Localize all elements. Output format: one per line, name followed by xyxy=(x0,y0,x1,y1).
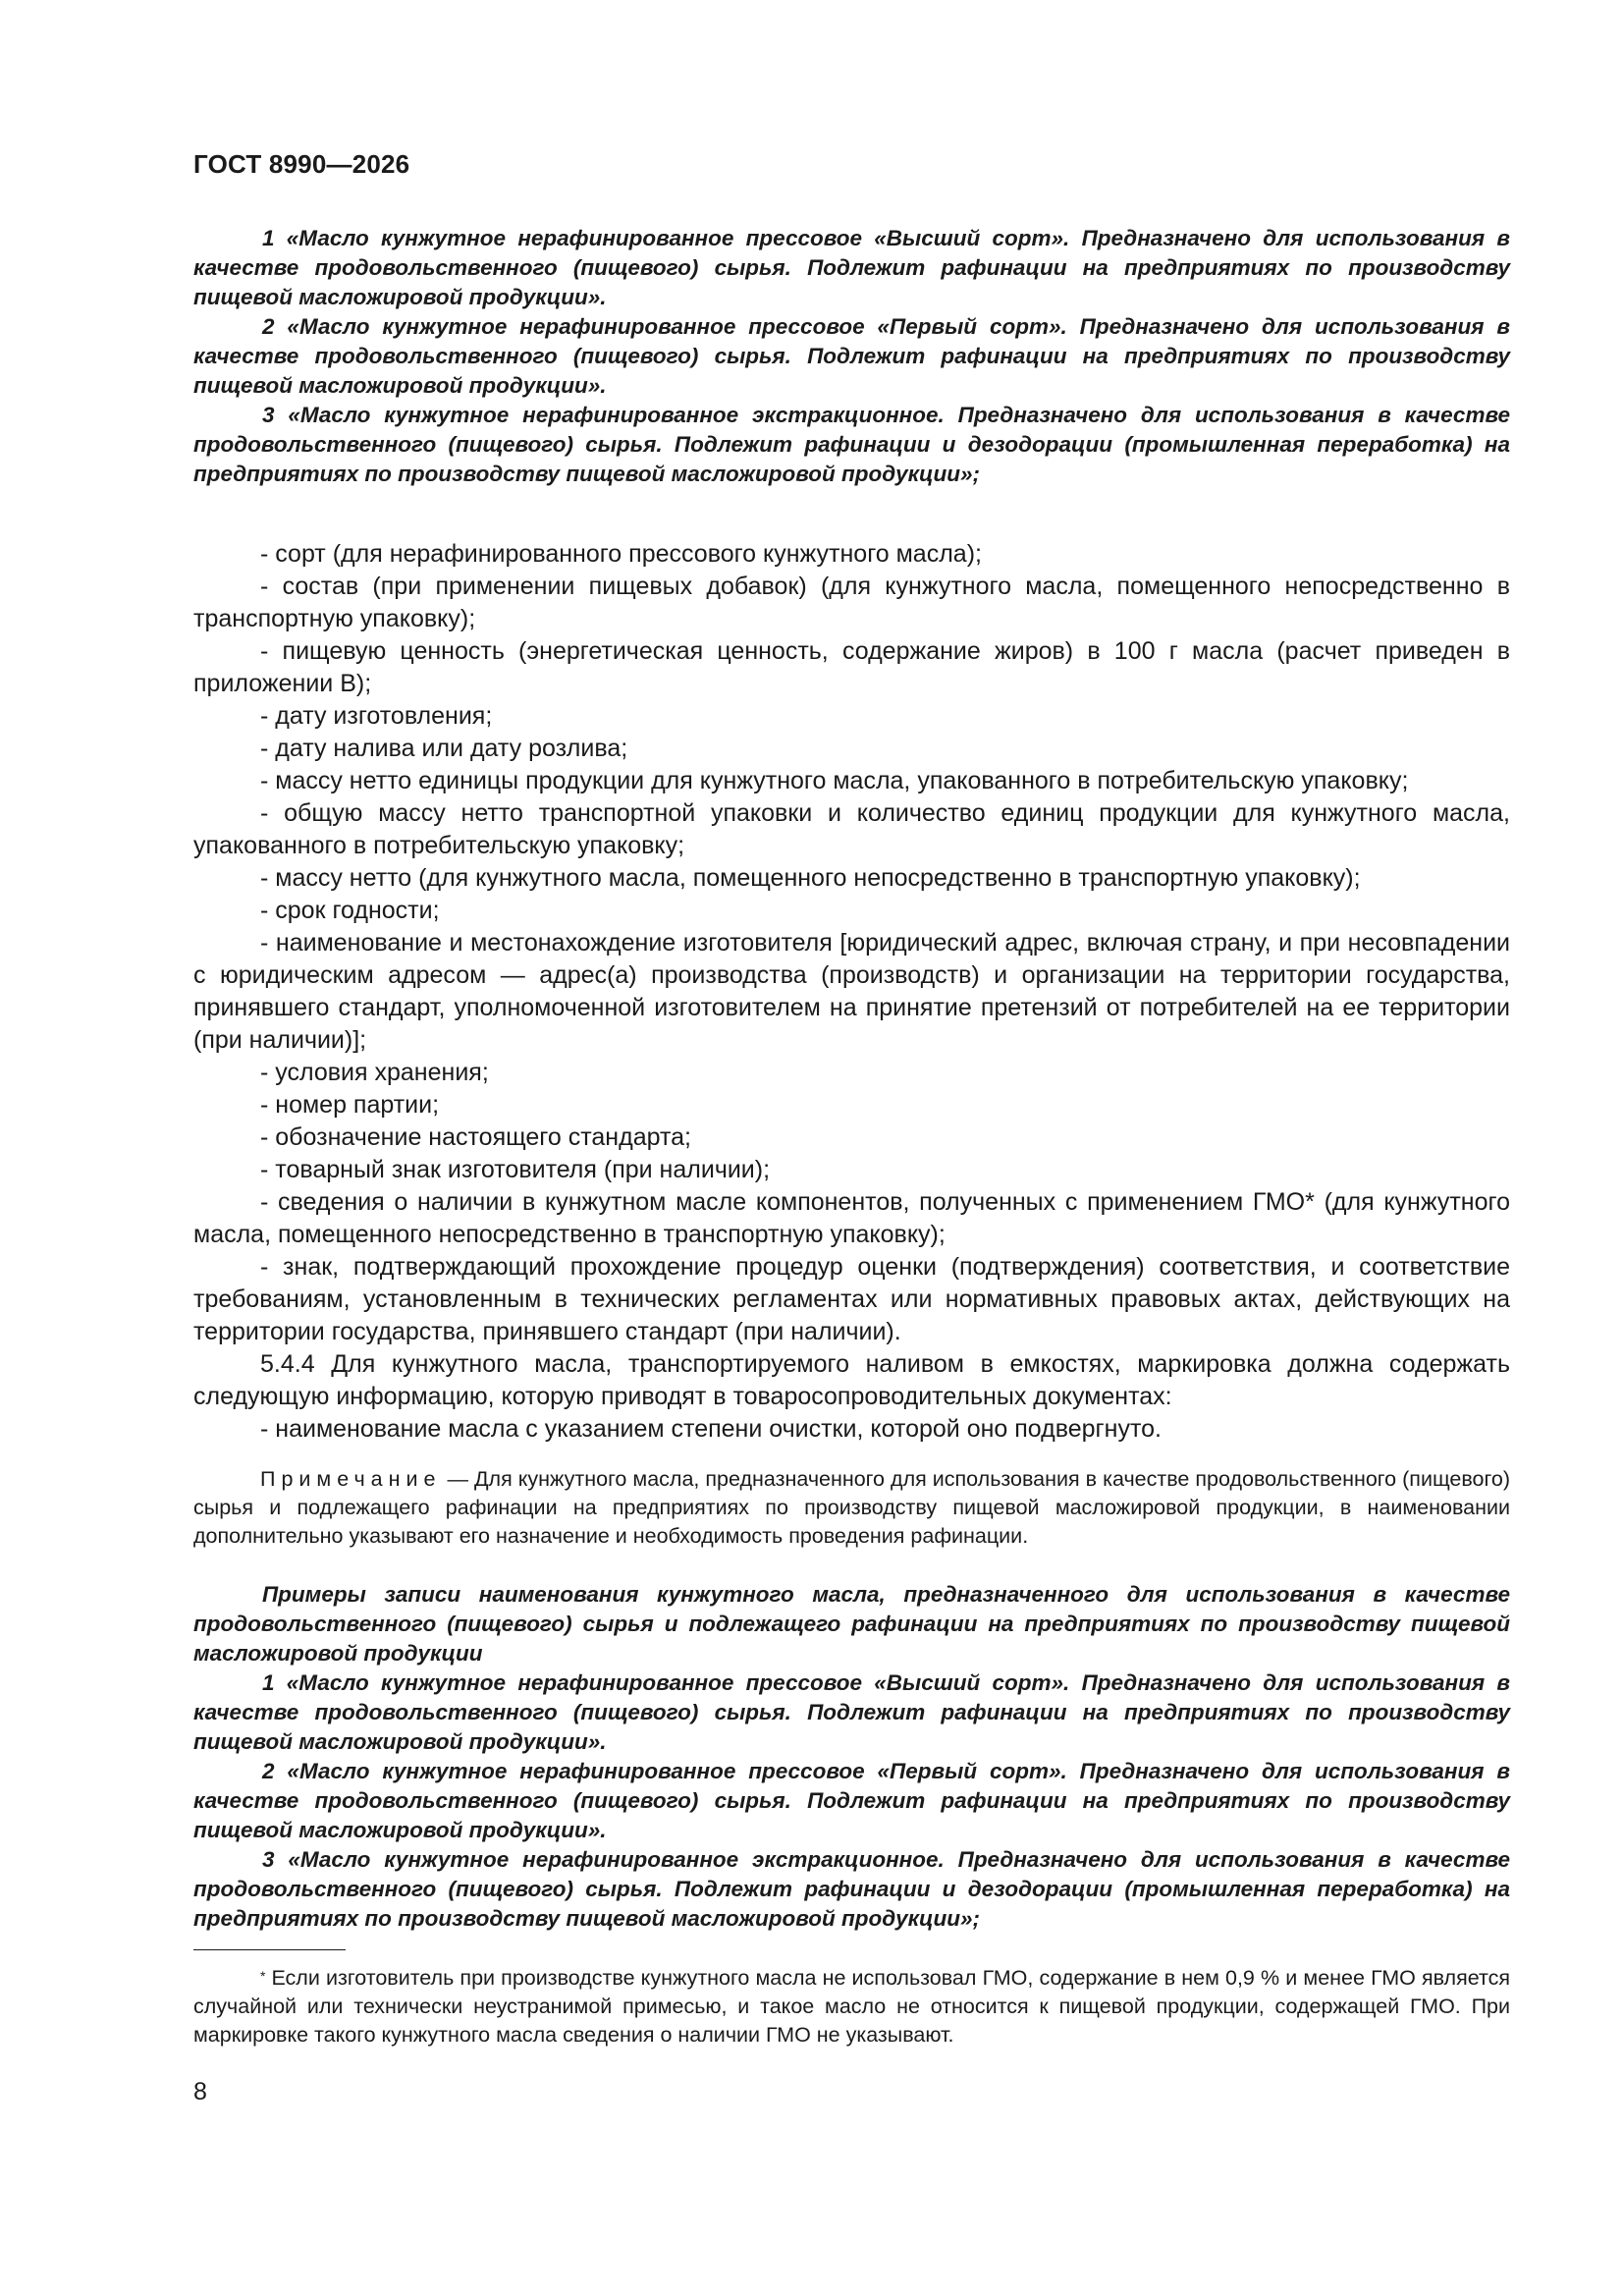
list-item: - дату налива или дату розлива; xyxy=(260,735,628,762)
page-content xyxy=(193,224,1510,1934)
list-item: - дату изготовления; xyxy=(260,702,493,730)
examples-top xyxy=(193,224,1510,489)
clause-5-4-4: 5.4.4 Для кунжутного масла, транспортируемого наливом в емкостях, маркировка должна содержать следующую информацию, которую приводят в товаросопроводительных документах: xyxy=(193,1350,1510,1410)
list-item: - массу нетто единицы продукции для кунжутного масла, упакованного в потребительскую упаковку; xyxy=(260,767,1409,794)
list-item: - обозначение настоящего стандарта; xyxy=(260,1123,691,1151)
list-item: - срок годности; xyxy=(260,897,440,924)
note-paragraph xyxy=(193,1465,1510,1551)
examples-bottom xyxy=(193,1580,1510,1934)
list-item: - пищевую ценность (энергетическая ценность, содержание жиров) в 100 г масла (расчет приведен в приложении В); xyxy=(193,637,1510,697)
marking-list xyxy=(193,538,1510,1446)
example-paragraph: 2 «Масло кунжутное нерафинированное прессовое «Первый сорт». Предназначено для использования в качестве продовольственного (пищевого) сырья. Подлежит рафинации на предприятиях по производству пищевой масложировой продукции». xyxy=(193,1759,1510,1842)
document-header: ГОСТ 8990—2026 xyxy=(193,149,410,179)
example-paragraph: 3 «Масло кунжутное нерафинированное экстракционное. Предназначено для использования в качестве продовольственного (пищевого) сырья. Подлежит рафинации и дезодорации (промышленная переработка) на предприятиях по производству пищевой масложировой продукции»; xyxy=(193,1847,1510,1931)
example-paragraph: 1 «Масло кунжутное нерафинированное прессовое «Высший сорт». Предназначено для использования в качестве продовольственного (пищевого) сырья. Подлежит рафинации на предприятиях по производству пищевой масложировой продукции». xyxy=(193,1670,1510,1754)
footnote xyxy=(193,1964,1510,2050)
list-item: - сорт (для нерафинированного прессового кунжутного масла); xyxy=(260,540,982,568)
note-text: — Для кунжутного масла, предназначенного для использования в качестве продовольственного (пищевого) сырья и подлежащего рафинации на предприятиях по производству пищевой масложировой продукции, в наименовании дополнительно указывают его назначение и необходимость проведения рафинации. xyxy=(193,1467,1510,1548)
page-number: 8 xyxy=(193,2078,207,2105)
list-item: - массу нетто (для кунжутного масла, помещенного непосредственно в транспортную упаковку); xyxy=(260,864,1361,892)
list-item: - товарный знак изготовителя (при наличии); xyxy=(260,1156,771,1183)
footnote-divider xyxy=(193,1949,346,1950)
list-item: - общую массу нетто транспортной упаковки и количество единиц продукции для кунжутного масла, упакованного в потребительскую упаковку; xyxy=(193,799,1510,859)
footnote-text: Если изготовитель при производстве кунжутного масла не использовал ГМО, содержание в нем 0,9 % и менее ГМО является случайной или технически неустранимой примесью, и такое масло не относится к пищевой продукции, содержащей ГМО. При маркировке такого кунжутного масла сведения о наличии ГМО не указывают. xyxy=(193,1966,1510,2047)
list-item: - наименование и местонахождение изготовителя [юридический адрес, включая страну, и при несовпадении с юридическим адресом — адрес(а) производства (производств) и организации на территории государства, принявшего стандарт, уполномоченной изготовителем на принятие претензий от потребителей на ее территории (при наличии)]; xyxy=(193,929,1510,1054)
example-paragraph: 1 «Масло кунжутное нерафинированное прессовое «Высший сорт». Предназначено для использования в качестве продовольственного (пищевого) сырья. Подлежит рафинации на предприятиях по производству пищевой масложировой продукции». xyxy=(193,226,1510,309)
list-item: - номер партии; xyxy=(260,1091,440,1119)
footnote-marker: * xyxy=(260,1968,266,1984)
example-paragraph: 2 «Масло кунжутное нерафинированное прессовое «Первый сорт». Предназначено для использования в качестве продовольственного (пищевого) сырья. Подлежит рафинации на предприятиях по производству пищевой масложировой продукции». xyxy=(193,314,1510,398)
list-item: - знак, подтверждающий прохождение процедур оценки (подтверждения) соответствия, и соответствие требованиям, установленным в технических регламентах или нормативных правовых актах, действующих на территории государства, принявшего стандарт (при наличии). xyxy=(193,1253,1510,1345)
example-paragraph: 3 «Масло кунжутное нерафинированное экстракционное. Предназначено для использования в качестве продовольственного (пищевого) сырья. Подлежит рафинации и дезодорации (промышленная переработка) на предприятиях по производству пищевой масложировой продукции»; xyxy=(193,403,1510,486)
list-item: - состав (при применении пищевых добавок) (для кунжутного масла, помещенного непосредственно в транспортную упаковку); xyxy=(193,573,1510,632)
list-item: - условия хранения; xyxy=(260,1059,489,1086)
note-label: Примечание xyxy=(260,1467,442,1491)
examples-heading: Примеры записи наименования кунжутного масла, предназначенного для использования в качестве продовольственного (пищевого) сырья и подлежащего рафинации на предприятиях по производству пищевой масложировой продукции xyxy=(193,1582,1510,1666)
list-item: - сведения о наличии в кунжутном масле компонентов, полученных с применением ГМО* (для кунжутного масла, помещенного непосредственно в транспортную упаковку); xyxy=(193,1188,1510,1248)
list-item: - наименование масла с указанием степени очистки, которой оно подвергнуто. xyxy=(260,1415,1163,1443)
